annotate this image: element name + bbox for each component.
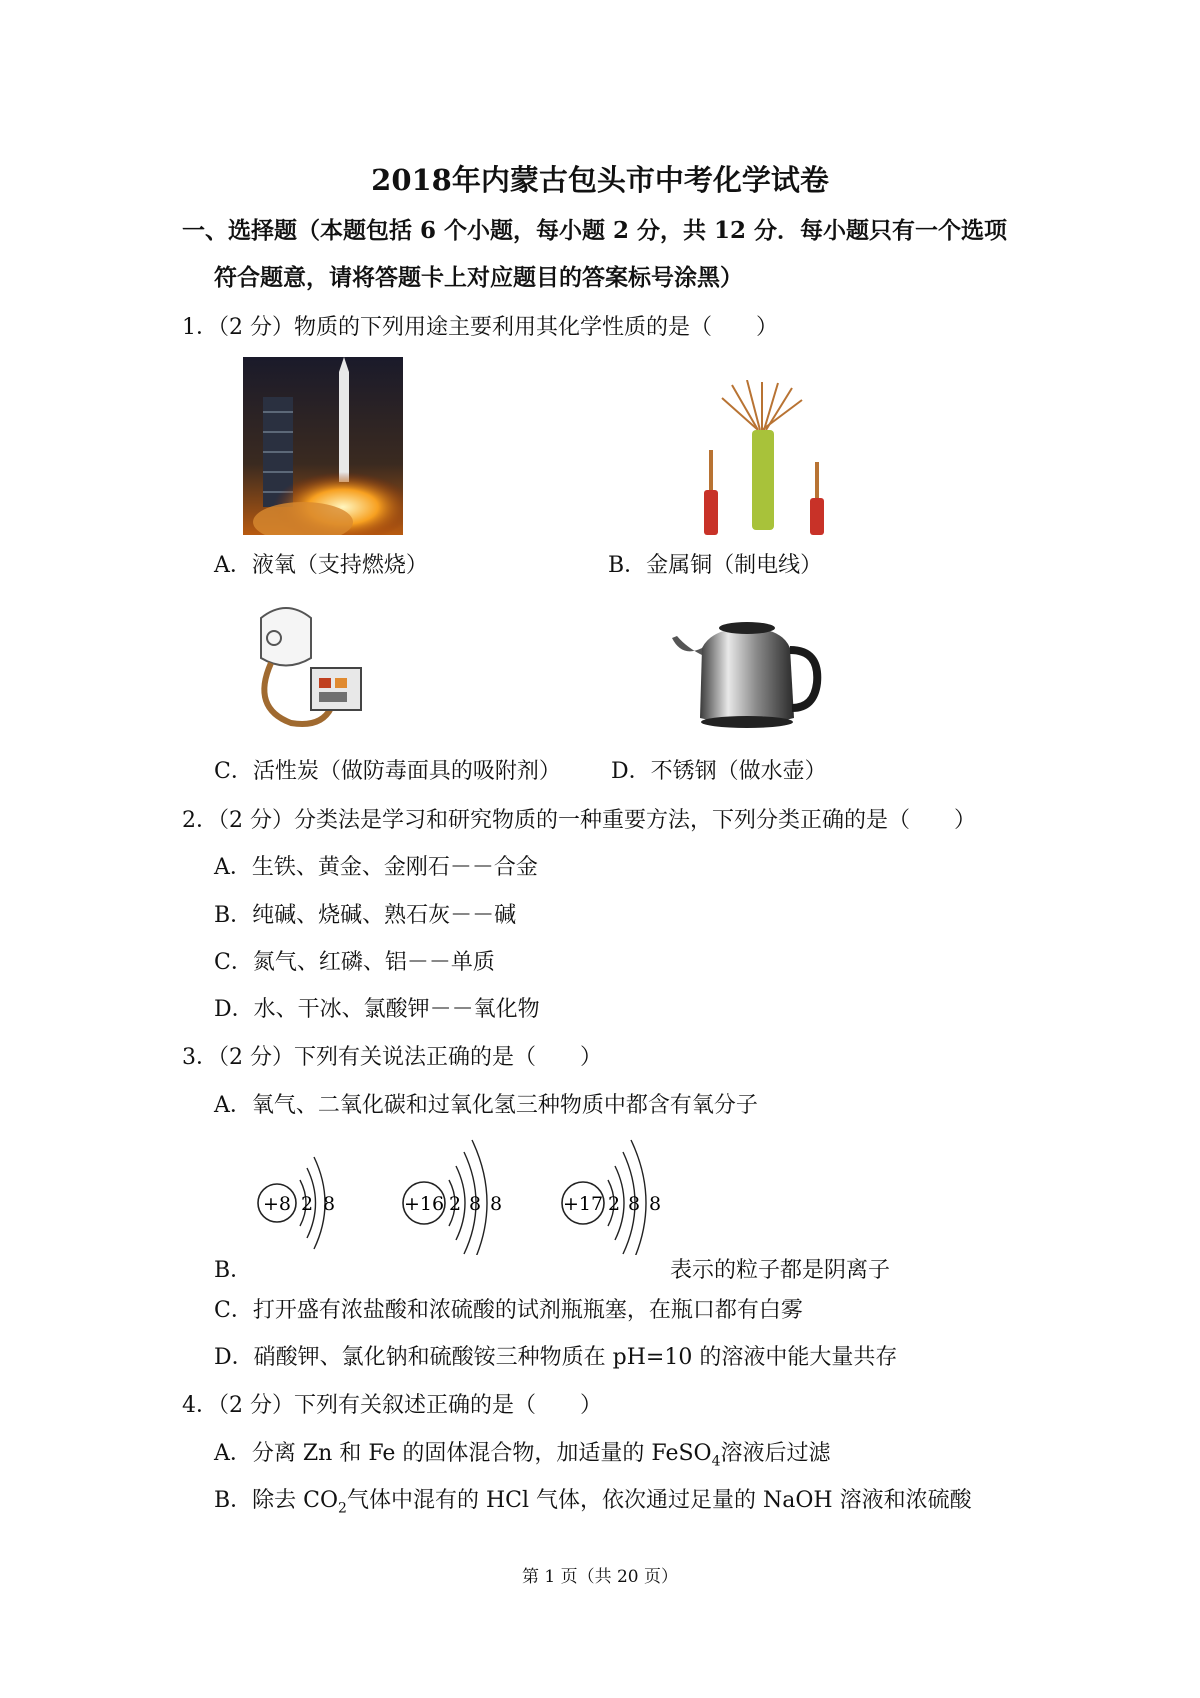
q4-option-a-subscript: 4 bbox=[711, 1453, 721, 1470]
atom-structure-diagrams bbox=[250, 1130, 670, 1255]
q1-stem: 1．（2 分）物质的下列用途主要利用其化学性质的是（ ） bbox=[182, 315, 778, 340]
q3-option-c: C．打开盛有浓盐酸和浓硫酸的试剂瓶瓶塞，在瓶口都有白雾 bbox=[214, 1298, 803, 1323]
section-heading-line1: 一、选择题（本题包括 6 个小题，每小题 2 分，共 12 分．每小题只有一个选项 bbox=[182, 217, 1008, 244]
q4-option-a-text-end: 溶液后过滤 bbox=[720, 1441, 831, 1466]
q1-option-c: C．活性炭（做防毒面具的吸附剂） bbox=[214, 759, 561, 784]
atom-oxygen-diagram bbox=[258, 1157, 335, 1249]
q3-option-a: A．氧气、二氧化碳和过氧化氢三种物质中都含有氧分子 bbox=[214, 1093, 758, 1118]
atom-1-shell-1: 2 bbox=[300, 1193, 314, 1215]
copper-wire-image bbox=[692, 380, 832, 535]
q2-option-b: B．纯碱、烧碱、熟石灰－－碱 bbox=[214, 903, 517, 928]
page-footer: 第 1 页（共 20 页） bbox=[521, 1567, 679, 1587]
page-title: 2018年内蒙古包头市中考化学试卷 bbox=[371, 163, 829, 197]
atom-2-shell-3: 8 bbox=[489, 1193, 503, 1215]
q4-stem: 4．（2 分）下列有关叙述正确的是（ ） bbox=[182, 1393, 602, 1418]
section-heading-line2: 符合题意，请将答题卡上对应题目的答案标号涂黑） bbox=[214, 264, 743, 291]
stainless-kettle-image bbox=[672, 608, 822, 736]
atom-1-shell-2: 8 bbox=[322, 1193, 336, 1215]
atom-2-nucleus: +16 bbox=[403, 1193, 445, 1215]
q4-option-a bbox=[214, 1439, 831, 1476]
atom-chlorine-diagram bbox=[562, 1140, 661, 1255]
atom-2-shell-2: 8 bbox=[468, 1193, 482, 1215]
atom-1-nucleus: +8 bbox=[262, 1193, 292, 1215]
q4-option-b bbox=[214, 1486, 972, 1523]
q2-option-a: A．生铁、黄金、金刚石－－合金 bbox=[214, 855, 538, 880]
q4-option-b-subscript: 2 bbox=[338, 1500, 347, 1517]
q4-option-b-text: B．除去 CO bbox=[214, 1488, 339, 1513]
q2-option-d: D．水、干冰、氯酸钾－－氧化物 bbox=[214, 997, 540, 1022]
q1-option-a: A．液氧（支持燃烧） bbox=[214, 553, 428, 578]
atom-3-nucleus: +17 bbox=[562, 1193, 604, 1215]
q2-option-c: C．氮气、红磷、铝－－单质 bbox=[214, 950, 495, 975]
q3-option-b-text: 表示的粒子都是阴离子 bbox=[670, 1258, 891, 1283]
atom-2-shell-1: 2 bbox=[448, 1193, 462, 1215]
q4-option-b-text-end: 气体中混有的 HCl 气体，依次通过足量的 NaOH 溶液和浓硫酸 bbox=[346, 1488, 972, 1513]
q4-option-a-text: A．分离 Zn 和 Fe 的固体混合物，加适量的 FeSO bbox=[214, 1441, 712, 1466]
atom-sulfur-diagram bbox=[403, 1140, 502, 1255]
q1-option-b: B．金属铜（制电线） bbox=[608, 553, 823, 578]
atom-3-shell-3: 8 bbox=[648, 1193, 662, 1215]
q3-option-b-label: B． bbox=[214, 1258, 253, 1283]
gas-mask-image bbox=[241, 598, 371, 736]
atom-3-shell-2: 8 bbox=[627, 1193, 641, 1215]
q1-option-d: D．不锈钢（做水壶） bbox=[611, 759, 827, 784]
rocket-launch-image bbox=[243, 357, 403, 535]
q3-option-d: D．硝酸钾、氯化钠和硫酸铵三种物质在 pH=10 的溶液中能大量共存 bbox=[214, 1345, 898, 1370]
atom-3-shell-1: 2 bbox=[607, 1193, 621, 1215]
q3-stem: 3．（2 分）下列有关说法正确的是（ ） bbox=[182, 1045, 602, 1070]
q2-stem: 2．（2 分）分类法是学习和研究物质的一种重要方法，下列分类正确的是（ ） bbox=[182, 808, 976, 833]
